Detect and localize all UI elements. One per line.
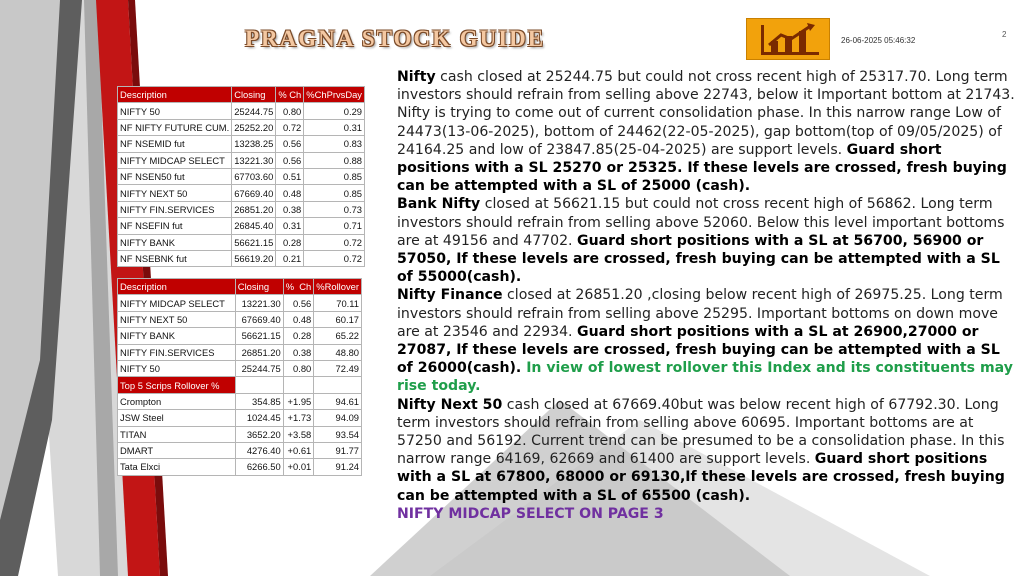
row-closing: 25252.20 (232, 119, 276, 135)
table-row (118, 168, 365, 184)
page-title: PRAGNA STOCK GUIDE (245, 26, 546, 51)
nifty-next-50-advice: Guard short positions with a SL at 67800, 68000 or 69130,If these levels are crossed, fresh buying can be attempted with a SL of 65500 (cash). (397, 451, 1005, 504)
scrip-change: +3.58 (283, 426, 314, 442)
scrip-name: Crompton (118, 393, 236, 409)
table-row (118, 152, 365, 168)
row-change-prev: 0.72 (304, 234, 365, 250)
page-number: 2 (1002, 30, 1007, 39)
row-description: NIFTY BANK (118, 328, 236, 344)
scrip-rollover: 91.77 (314, 442, 362, 458)
scrip-change: +1.73 (283, 410, 314, 426)
table-header-row (118, 279, 362, 295)
row-change: 0.80 (283, 360, 314, 376)
row-description: NF NSEMID fut (118, 136, 232, 152)
table-row (118, 360, 362, 376)
row-change-prev: 0.85 (304, 185, 365, 201)
table-row (118, 218, 365, 234)
table-row (118, 234, 365, 250)
col-change (283, 279, 314, 295)
row-change: 0.51 (276, 168, 304, 184)
row-change-prev: 0.73 (304, 201, 365, 217)
scrip-closing: 6266.50 (235, 459, 283, 475)
table-row (118, 426, 362, 442)
nifty-finance-paragraph (397, 286, 1017, 395)
row-rollover: 60.17 (314, 311, 362, 327)
col-closing: Closing (235, 279, 283, 295)
row-closing: 56621.15 (232, 234, 276, 250)
nifty-advice: Guard short positions with a SL 25270 or 25325. If these levels are crossed, fresh buying can be attempted with a SL of 25000 (cash). (397, 141, 1007, 195)
row-change: 0.48 (276, 185, 304, 201)
row-description: NF NSEFIN fut (118, 218, 232, 234)
row-description: NIFTY MIDCAP SELECT (118, 152, 232, 168)
row-closing: 13221.30 (232, 152, 276, 168)
table-row (118, 295, 362, 311)
row-description: NIFTY FIN.SERVICES (118, 344, 236, 360)
row-closing: 67669.40 (232, 185, 276, 201)
row-change-prev: 0.83 (304, 136, 365, 152)
nifty-next-50-paragraph (397, 396, 1017, 505)
table-row (118, 250, 365, 266)
nifty-text: cash closed at 25244.75 but could not cross recent high of 25317.70. Long term investors should refrain from selling above 22743, below it Important bottom at 21743. Nifty is trying to come out of current consolidation phase. In this narrow range Low of 24473(13-06-2025), bottom of 24462(22-05-2025), gap bottom(top of 09/05/2025) of 24164.25 and low of 23847.85(25-04-2025) are support levels. (397, 69, 1015, 158)
scrip-rollover: 93.54 (314, 426, 362, 442)
table-row (118, 442, 362, 458)
nifty-next-50-heading: Nifty Next 50 (397, 396, 503, 413)
row-rollover: 48.80 (314, 344, 362, 360)
bank-nifty-paragraph (397, 195, 1017, 286)
scrip-closing: 3652.20 (235, 426, 283, 442)
bank-nifty-advice: Guard short positions with a SL at 56700, 56900 or 57050, If these levels are crossed, fresh buying can be attempted with a SL of 55000(cash). (397, 232, 1000, 286)
table-row (118, 136, 365, 152)
nifty-finance-heading: Nifty Finance (397, 287, 503, 304)
table-row (118, 328, 362, 344)
row-description: NF NIFTY FUTURE CUM. (118, 119, 232, 135)
scrip-name: TITAN (118, 426, 236, 442)
row-description: NF NSEN50 fut (118, 168, 232, 184)
row-change: 0.28 (276, 234, 304, 250)
table-header-row (118, 87, 365, 103)
nifty-finance-text: closed at 26851.20 ,closing below recent high of 26975.25. Long term investors should refrain from selling above 25295. Important bottoms on down move are at 23546 and 22934. (397, 287, 1003, 340)
table-row (118, 344, 362, 360)
table-row (118, 410, 362, 426)
row-rollover: 65.22 (314, 328, 362, 344)
row-closing: 67669.40 (235, 311, 283, 327)
col-closing: Closing (232, 87, 276, 103)
col-rollover: %Rollover (314, 279, 362, 295)
row-description: NIFTY NEXT 50 (118, 185, 232, 201)
col-change-ch: Ch (299, 281, 312, 293)
row-change: 0.56 (276, 152, 304, 168)
row-change: 0.31 (276, 218, 304, 234)
row-change: 0.21 (276, 250, 304, 266)
row-change-prev: 0.71 (304, 218, 365, 234)
next-page-link[interactable]: NIFTY MIDCAP SELECT ON PAGE 3 (397, 505, 664, 522)
table-row (118, 393, 362, 409)
row-description: NIFTY BANK (118, 234, 232, 250)
scrips-subheader: Top 5 Scrips Rollover % (118, 377, 236, 393)
row-change: 0.80 (276, 103, 304, 119)
scrip-name: DMART (118, 442, 236, 458)
scrip-closing: 1024.45 (235, 410, 283, 426)
scrip-change: +0.01 (283, 459, 314, 475)
bank-nifty-heading: Bank Nifty (397, 196, 481, 213)
row-closing: 13221.30 (235, 295, 283, 311)
row-change-prev: 0.85 (304, 168, 365, 184)
row-closing: 26851.20 (232, 201, 276, 217)
col-description: Description (118, 279, 236, 295)
row-change: 0.48 (283, 311, 314, 327)
index-closing-table (117, 86, 365, 267)
row-closing: 56621.15 (235, 328, 283, 344)
nifty-finance-advice: Guard short positions with a SL at 26900,27000 or 27087, If these levels are crossed, fresh buying can be attempted with a SL of 26000(cash). (397, 323, 1000, 377)
col-change: % Ch (276, 87, 304, 103)
row-description: NIFTY 50 (118, 360, 236, 376)
scrip-closing: 4276.40 (235, 442, 283, 458)
scrip-change: +0.61 (283, 442, 314, 458)
row-change: 0.56 (276, 136, 304, 152)
scrip-name: Tata Elxci (118, 459, 236, 475)
market-commentary (397, 68, 1017, 523)
row-change: 0.38 (276, 201, 304, 217)
col-change-percent: % (285, 281, 295, 293)
row-rollover: 72.49 (314, 360, 362, 376)
row-description: NIFTY NEXT 50 (118, 311, 236, 327)
row-change: 0.72 (276, 119, 304, 135)
row-closing: 25244.75 (232, 103, 276, 119)
table-row (118, 201, 365, 217)
scrip-rollover: 94.61 (314, 393, 362, 409)
row-change-prev: 0.31 (304, 119, 365, 135)
row-rollover: 70.11 (314, 295, 362, 311)
scrip-rollover: 94.09 (314, 410, 362, 426)
rollover-table (117, 278, 362, 476)
scrips-subheader-row (118, 377, 362, 393)
table-row (118, 185, 365, 201)
row-description: NIFTY MIDCAP SELECT (118, 295, 236, 311)
row-closing: 25244.75 (235, 360, 283, 376)
row-closing: 67703.60 (232, 168, 276, 184)
nifty-heading: Nifty (397, 69, 436, 85)
row-change-prev: 0.29 (304, 103, 365, 119)
col-description: Description (118, 87, 232, 103)
row-change: 0.38 (283, 344, 314, 360)
row-closing: 26851.20 (235, 344, 283, 360)
table-row (118, 459, 362, 475)
row-description: NIFTY 50 (118, 103, 232, 119)
table-row (118, 103, 365, 119)
scrip-name: JSW Steel (118, 410, 236, 426)
row-description: NF NSEBNK fut (118, 250, 232, 266)
row-change: 0.56 (283, 295, 314, 311)
nifty-finance-highlight: In view of lowest rollover this Index and its constituents may rise today. (397, 360, 1013, 395)
bank-nifty-text: closed at 56621.15 but could not cross recent high of 56862. Long term investors should refrain from selling above 52060. Below this level important bottoms are at 49156 and 47702. (397, 196, 1005, 249)
scrip-change: +1.95 (283, 393, 314, 409)
table-row (118, 119, 365, 135)
row-change-prev: 0.72 (304, 250, 365, 266)
col-change-prev-day: %ChPrvsDay (304, 87, 365, 103)
nifty-next-50-text: cash closed at 67669.40but was below recent high of 67792.30. Long term investors should refrain from selling above 60695. Important bottoms are at 57250 and 56192. Current trend can be presumed to be a consolidation phase. In this narrow range 64169, 62669 and 61400 are support levels. (397, 396, 1005, 468)
table-row (118, 311, 362, 327)
row-description: NIFTY FIN.SERVICES (118, 201, 232, 217)
row-closing: 56619.20 (232, 250, 276, 266)
row-closing: 13238.25 (232, 136, 276, 152)
report-datetime: 26-06-2025 05:46:32 (841, 36, 916, 45)
row-closing: 26845.40 (232, 218, 276, 234)
row-change-prev: 0.88 (304, 152, 365, 168)
growth-chart-icon (746, 18, 830, 60)
row-change: 0.28 (283, 328, 314, 344)
scrip-rollover: 91.24 (314, 459, 362, 475)
nifty-paragraph (397, 68, 1017, 195)
scrip-closing: 354.85 (235, 393, 283, 409)
